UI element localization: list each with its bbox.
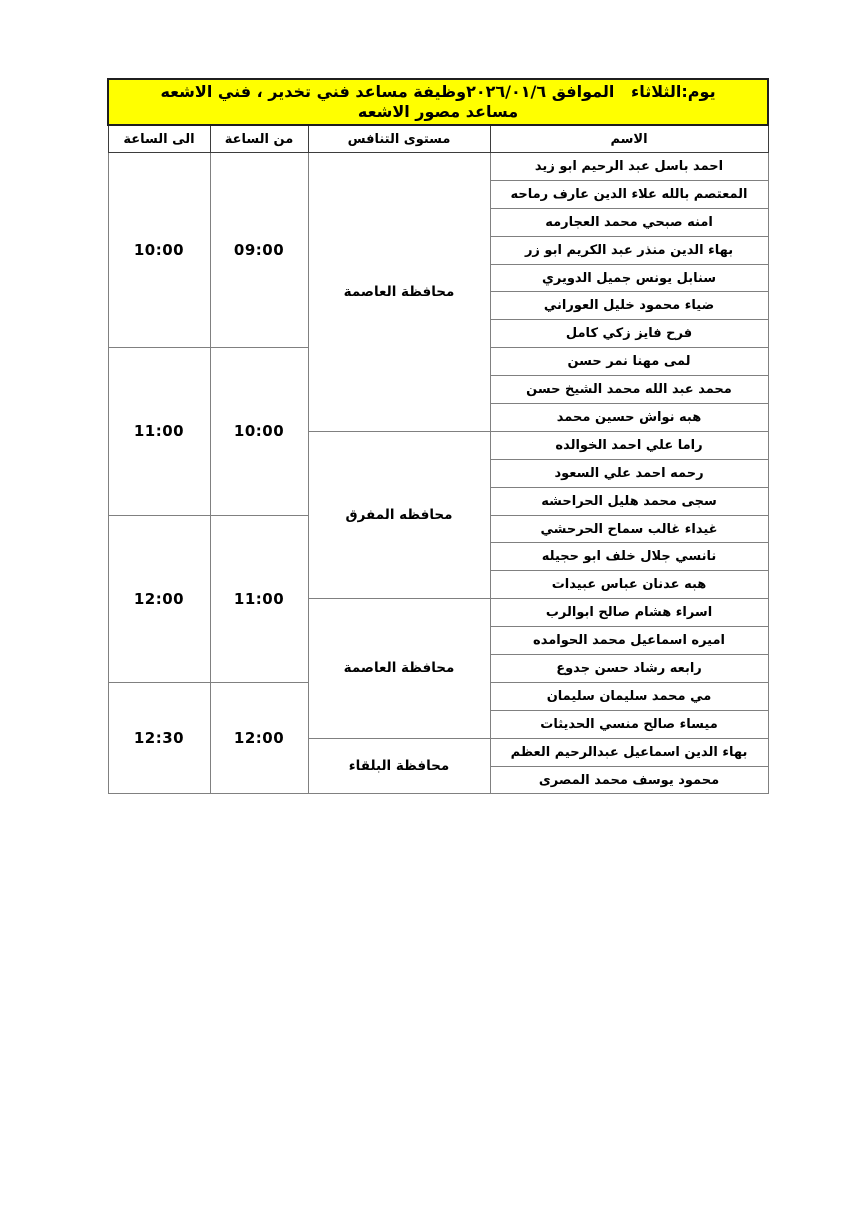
banner-line1: يوم:الثلاثاء الموافق ٢٠٢٦/٠١/٦وظيفة مساعد فني تخدير ، فني الاشعه <box>160 82 716 101</box>
competition-level: محافظة العاصمة <box>308 599 490 738</box>
banner-line2: مساعد مصور الاشعه <box>357 102 519 121</box>
document-page <box>107 78 769 794</box>
table-body <box>108 153 768 794</box>
schedule-table <box>107 78 769 794</box>
candidate-name: بهاء الدين منذر عبد الكريم ابو زر <box>490 236 768 264</box>
candidate-name: هبه عدنان عباس عبيدات <box>490 571 768 599</box>
competition-level: محافظة البلقاء <box>308 738 490 794</box>
col-header-from: من الساعة <box>210 125 308 153</box>
candidate-name: امنه صبحي محمد العجارمه <box>490 208 768 236</box>
candidate-name: رابعه رشاد حسن جدوع <box>490 655 768 683</box>
candidate-name: فرح فايز زكي كامل <box>490 320 768 348</box>
candidate-name: نانسي جلال خلف ابو حجيله <box>490 543 768 571</box>
candidate-name: اسراء هشام صالح ابوالرب <box>490 599 768 627</box>
from-time: 11:00 <box>210 515 308 682</box>
banner-header <box>108 79 768 125</box>
candidate-name: سجى محمد هليل الحراحشه <box>490 487 768 515</box>
candidate-name: رحمه احمد علي السعود <box>490 459 768 487</box>
to-time: 12:00 <box>108 515 210 682</box>
col-header-name: الاسم <box>490 125 768 153</box>
candidate-name: ضياء محمود خليل العوراني <box>490 292 768 320</box>
competition-level: محافظه المفرق <box>308 431 490 598</box>
candidate-name: سنابل يونس جميل الدويري <box>490 264 768 292</box>
from-time: 10:00 <box>210 348 308 515</box>
candidate-name: غيداء غالب سماح الحرحشي <box>490 515 768 543</box>
competition-level: محافظة العاصمة <box>308 153 490 432</box>
candidate-name: محمد عبد الله محمد الشيخ حسن <box>490 376 768 404</box>
candidate-name: محمود يوسف محمد المصرى <box>490 766 768 794</box>
candidate-name: راما علي احمد الخوالده <box>490 431 768 459</box>
col-header-to: الى الساعة <box>108 125 210 153</box>
from-time: 09:00 <box>210 153 308 348</box>
candidate-name: المعتصم بالله علاء الدين عارف رماحه <box>490 180 768 208</box>
candidate-name: اميره اسماعيل محمد الحوامده <box>490 627 768 655</box>
banner-row <box>108 79 768 125</box>
candidate-name: لمى مهنا نمر حسن <box>490 348 768 376</box>
from-time: 12:00 <box>210 682 308 794</box>
to-time: 11:00 <box>108 348 210 515</box>
column-header-row <box>108 125 768 153</box>
to-time: 12:30 <box>108 682 210 794</box>
col-header-level: مستوى التنافس <box>308 125 490 153</box>
candidate-name: بهاء الدين اسماعيل عبدالرحيم العظم <box>490 738 768 766</box>
candidate-name: ميساء صالح منسي الحديثات <box>490 710 768 738</box>
candidate-name: احمد باسل عبد الرحيم ابو زيد <box>490 153 768 181</box>
to-time: 10:00 <box>108 153 210 348</box>
candidate-name: هبه نواش حسين محمد <box>490 404 768 432</box>
table-row <box>108 153 768 181</box>
candidate-name: مي محمد سليمان سليمان <box>490 682 768 710</box>
